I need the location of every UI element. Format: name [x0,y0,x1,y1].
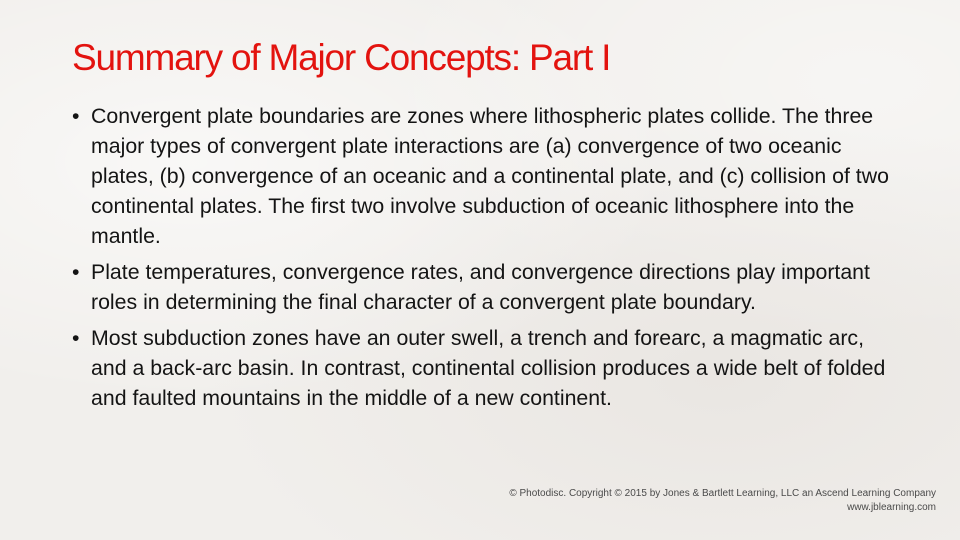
bullet-item [72,323,900,413]
bullet-item [72,257,900,317]
publisher-url: www.jblearning.com [847,502,936,513]
bullet-text: Plate temperatures, convergence rates, and convergence directions play important roles in determining the final character of a convergent plate boundary. [91,260,870,314]
bullet-dot-icon: • [72,104,80,128]
copyright-line: © Photodisc. Copyright © 2015 by Jones & Bartlett Learning, LLC an Ascend Learning Company [509,488,936,499]
bullet-text: Most subduction zones have an outer swell, a trench and forearc, a magmatic arc, and a back-arc basin. In contrast, continental collision produces a wide belt of folded and faulted mountains in the middle of a new continent. [91,326,886,410]
slide-title: Summary of Major Concepts: Part I [72,37,611,78]
bullet-item [72,101,900,251]
copyright-credit [509,487,936,515]
bullet-text: Convergent plate boundaries are zones where lithospheric plates collide. The three major types of convergent plate interactions are (a) convergence of two oceanic plates, (b) convergence of an oceanic and a continental plate, and (c) collision of two continental plates. The first two involve subduction of oceanic lithosphere into the mantle. [91,104,889,248]
bullet-dot-icon: • [72,326,80,350]
bullet-dot-icon: • [72,260,80,284]
bullet-list [72,101,900,419]
